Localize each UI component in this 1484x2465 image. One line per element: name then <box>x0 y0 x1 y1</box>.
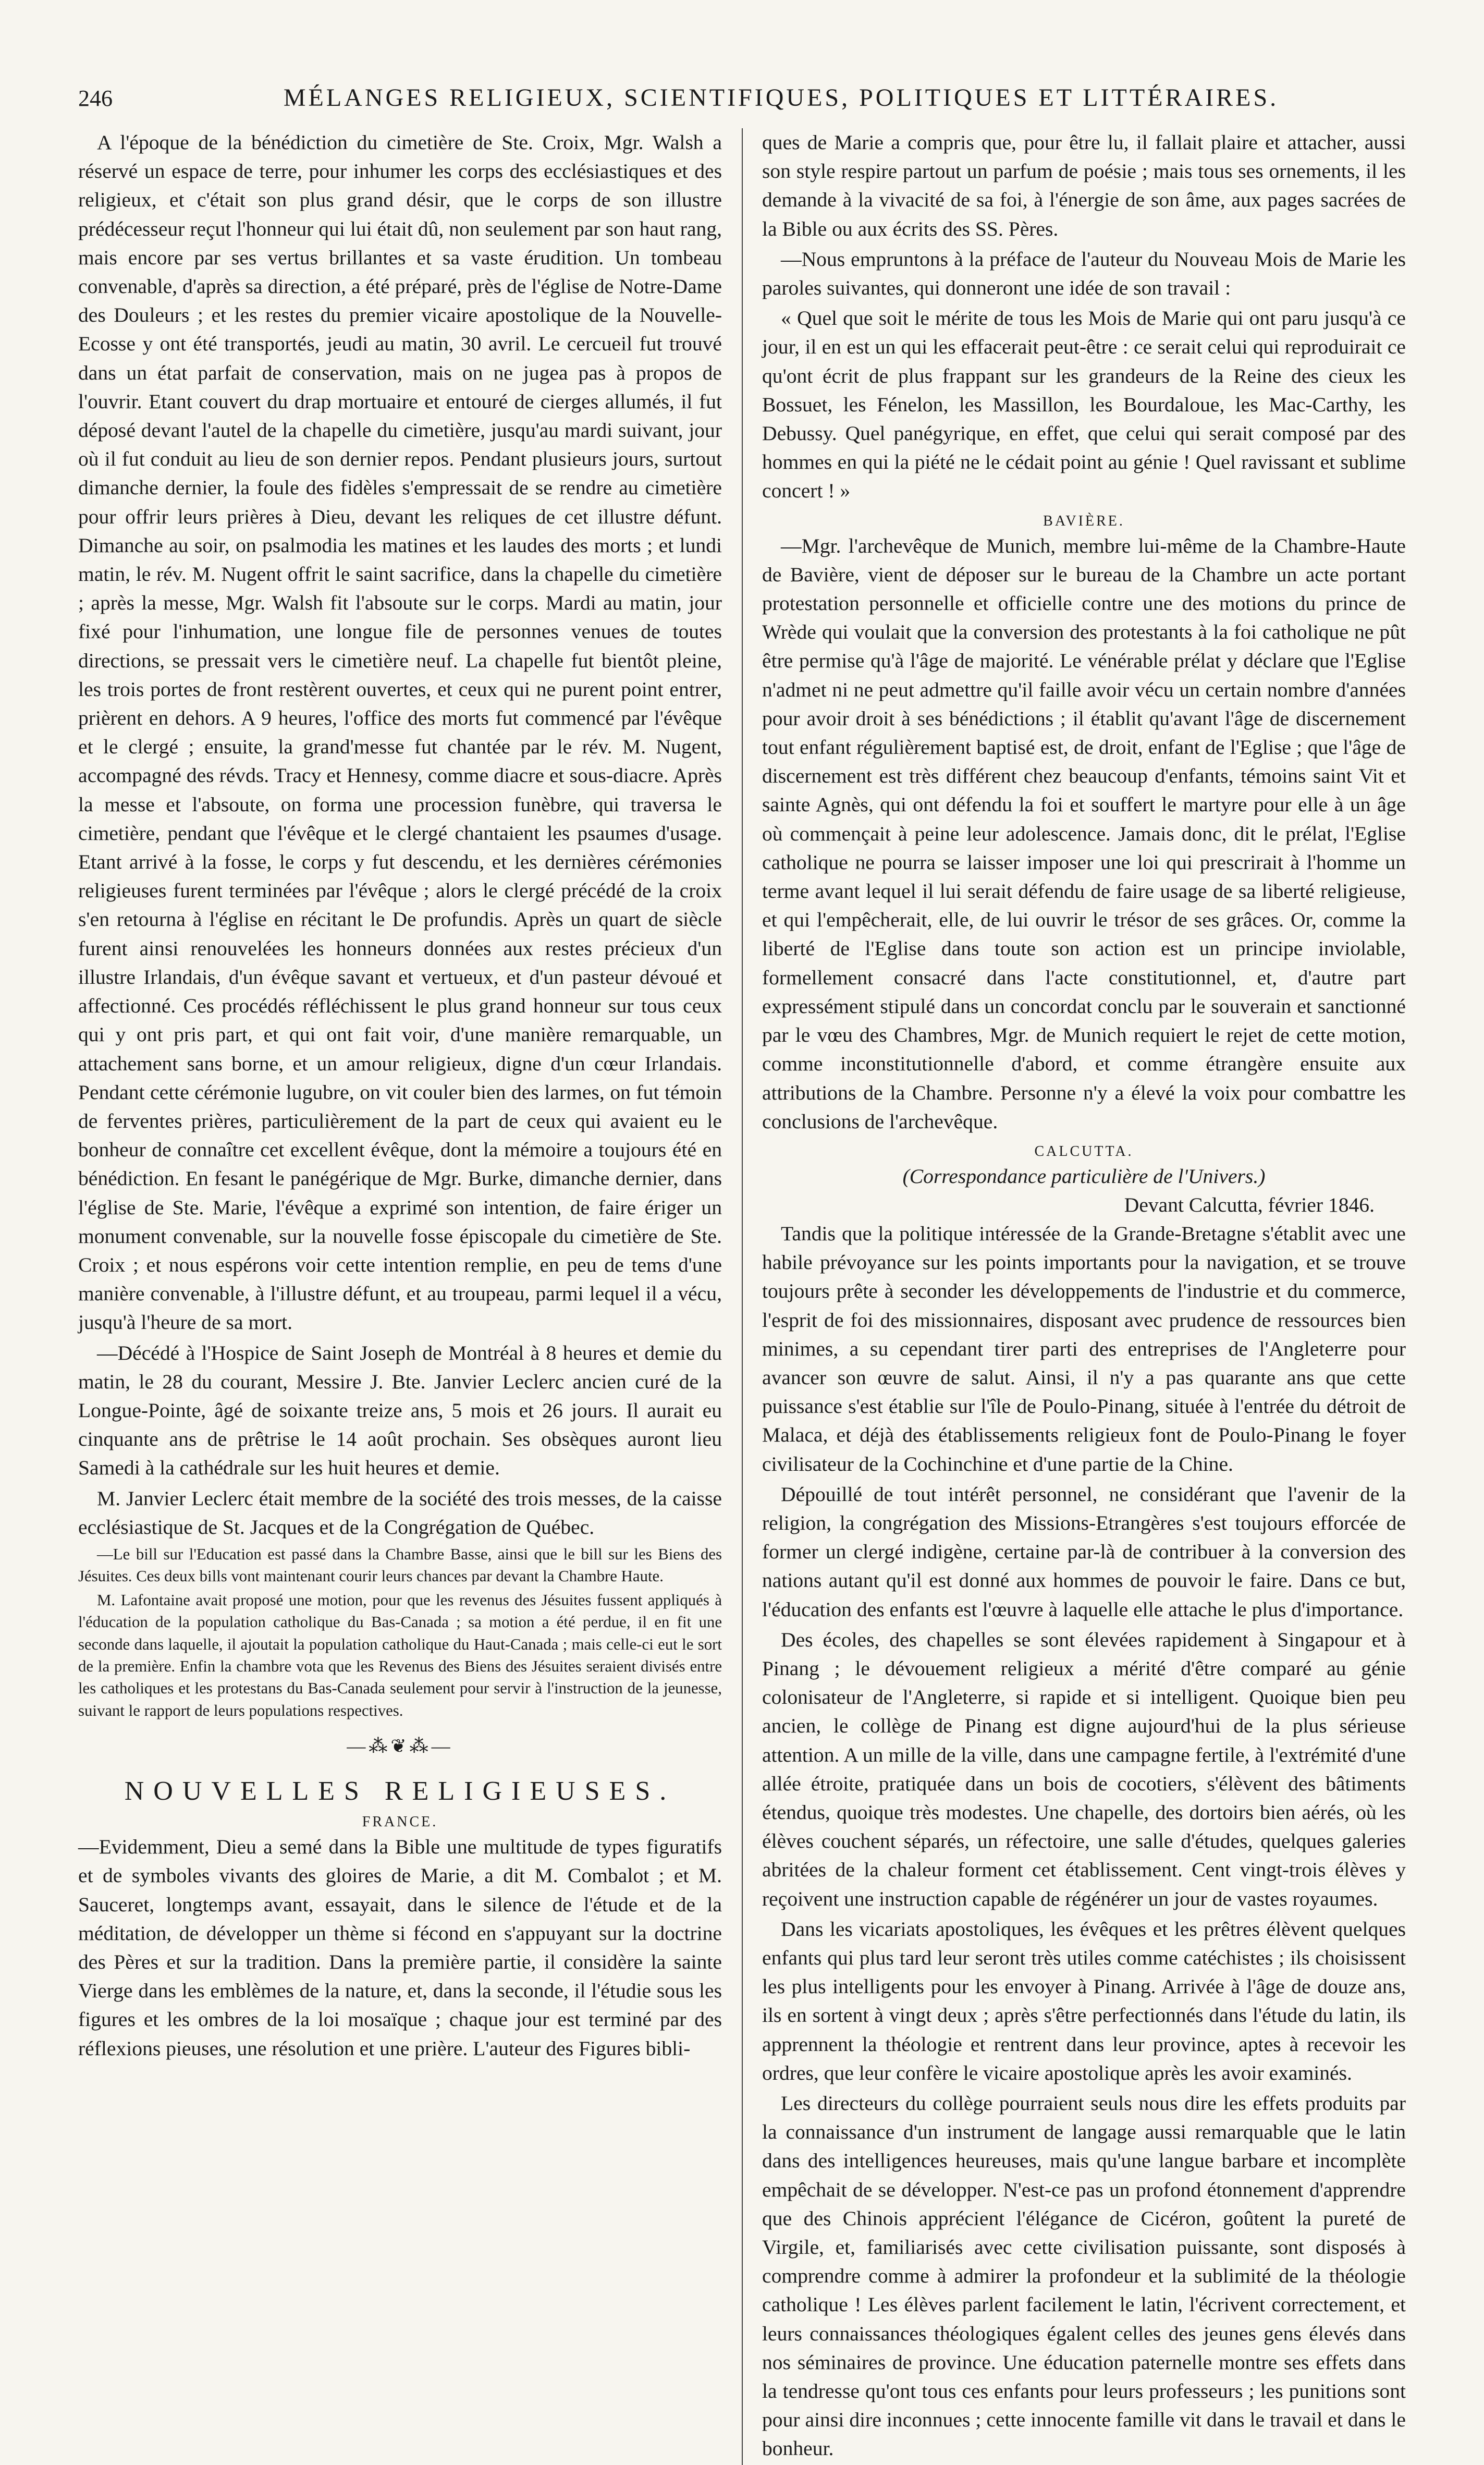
article-paragraph: —Le bill sur l'Education est passé dans la Chambre Basse, ainsi que le bill sur les Biens des Jésuites. Ces deux bills vont maintenant courir leurs chances par devant la Chambre Haute. <box>78 1545 722 1585</box>
dateline: Devant Calcutta, février 1846. <box>1124 1193 1375 1216</box>
page-header <box>78 83 1406 125</box>
running-title: MÉLANGES RELIGIEUX, SCIENTIFIQUES, POLITIQUES ET LITTÉRAIRES. <box>283 84 1279 112</box>
article-paragraph: —Nous empruntons à la préface de l'auteur du Nouveau Mois de Marie les paroles suivantes, qui donneront une idée de son travail : <box>762 247 1406 300</box>
column-divider <box>742 128 743 2465</box>
article-paragraph: M. Lafontaine avait proposé une motion, pour que les revenus des Jésuites fussent appliqués à l'éducation de la population catholique du Bas-Canada ; sa motion a été perdue, il en fit une seconde dans laquelle, il ajoutait la population catholique du Haut-Canada ; mais celle-ci eut le sort de la première. Enfin la chambre vota que les Revenus des Biens des Jésuites seraient divisés entre les catholiques et les protestans du Bas-Canada seulement pour servir à l'instruction de la jeunesse, suivant le rapport de leurs populations respectives. <box>78 1591 722 1719</box>
article-paragraph: —Evidemment, Dieu a semé dans la Bible une multitude de types figuratifs et de symboles vivants des gloires de Marie, a dit M. Combalot ; et M. Sauceret, longtemps avant, essayait, dans le silence de l'étude et de la méditation, de développer un thème si fécond en s'appuyant sur la doctrine des Pères et sur la tradition. Dans la première partie, il considère la sainte Vierge dans les emblèmes de la nature, et, dans la seconde, il l'étudie sous les figures et les ombres de la loi mosaïque ; chaque jour est terminé par des réflexions pieuses, une résolution et une prière. L'auteur des Figures bibli- <box>78 1835 722 2060</box>
page-number: 246 <box>78 86 113 111</box>
article-paragraph: —Mgr. l'archevêque de Munich, membre lui-même de la Chambre-Haute de Bavière, vient de déposer sur le bureau de la Chambre un acte portant protestation personnelle et officielle contre une des motions du prince de Wrède qui voulait que la conversion des protestants à la foi catholique ne pût être permise qu'à l'âge de majorité. Le vénérable prélat y déclare que l'Eglise n'admet ni ne peut admettre qu'il faille avoir vécu un certain nombre d'années pour avoir droit à ses bénédictions ; il établit qu'avant l'âge de discernement tout enfant régulièrement baptisé est, de droit, enfant de l'Eglise ; que l'âge de discernement est très différent chez beaucoup d'enfants, témoins saint Vit et sainte Agnès, qui ont défendu la foi et souffert le martyre pour elle à un âge où commençait à peine leur adolescence. Jamais donc, dit le prélat, l'Eglise catholique ne pourra se laisser imposer une loi qui prescrirait à l'homme un terme avant lequel il lui serait défendu de faire usage de sa liberté religieuse, et qui l'empêcherait, elle, de lui ouvrir le trésor de ses grâces. Or, comme la liberté de l'Eglise dans toute son action est un principe inviolable, formellement consacré dans l'acte constitutionnel, et, d'autre part expressément stipulé dans un concordat conclu par le souverain et sanctionné par le vœu des Chambres, Mgr. de Munich requiert le rejet de cette motion, comme inconstitutionnelle d'abord, et comme étrangère ensuite aux attributions de la Chambre. Personne n'y a élevé la voix pour combattre les conclusions de l'archevêque. <box>762 534 1406 1133</box>
article-paragraph: ques de Marie a compris que, pour être lu, il fallait plaire et attacher, aussi son style respire partout un parfum de poésie ; mais tous ses ornements, il les demande à la vivacité de sa foi, à l'énergie de son âme, aux pages sacrées de la Bible ou aux écrits des SS. Pères. <box>762 131 1406 240</box>
correspondence-note: (Correspondance particulière de l'Univers.) <box>902 1164 1266 1188</box>
article-paragraph: « Quel que soit le mérite de tous les Mois de Marie qui ont paru jusqu'à ce jour, il en est un qui les effacerait peut-être : ce serait celui qui reproduirait ce qu'ont écrit de plus frappant sur les grandeurs de la Reine des cieux les Bossuet, les Fénelon, les Massillon, les Bourdaloue, les Mac-Carthy, les Debussy. Quel panégyrique, en effet, que celui qui serait composé par des hommes en qui la piété ne le cédait point au génie ! Quel ravissant et sublime concert ! » <box>762 307 1406 503</box>
decorative-ornament: —⁂❦⁂— <box>347 1736 453 1757</box>
article-paragraph: Dépouillé de tout intérêt personnel, ne considérant que l'avenir de la religion, la congrégation des Missions-Etrangères s'est toujours efforcée de former un clergé indigène, certaine par-là de contribuer à la conversion des nations autant qu'il est donné aux hommes de pouvoir le faire. Dans ce but, l'éducation des enfants est l'œuvre à laquelle elle attache le plus d'importance. <box>762 1482 1406 1621</box>
right-column <box>762 128 1406 2465</box>
article-paragraph: M. Janvier Leclerc était membre de la société des trois messes, de la caisse ecclésiastique de St. Jacques et de la Congrégation de Québec. <box>78 1486 722 1539</box>
section-subheading: BAVIÈRE. <box>1043 512 1125 529</box>
article-paragraph: Dans les vicariats apostoliques, les évêques et les prêtres élèvent quelques enfants qui plus tard leur seront très utiles comme catéchistes ; ils choisissent les plus intelligents pour les envoyer à Pinang. Arrivée à l'âge de douze ans, ils en sortent à vingt deux ; après s'être perfectionnés dans l'étude du latin, ils apprennent la théologie et rentrent dans leur province, aptes à recevoir les ordres, que leur confère le vicaire apostolique après les avoir examinés. <box>762 1917 1406 2084</box>
section-subheading: CALCUTTA. <box>1034 1143 1134 1160</box>
article-columns <box>78 128 1406 2465</box>
article-paragraph: Les directeurs du collège pourraient seuls nous dire les effets produits par la connaissance d'un instrument de langage aussi remarquable que le latin dans des intelligences heureuses, mais qu'une langue barbare et incomplète empêchait de se développer. N'est-ce pas un profond étonnement d'apprendre que des Chinois apprécient l'élégance de Cicéron, goûtent la pureté de Virgile, et, familiarisés avec cette civilisation puissante, sont disposés à comprendre comme à admirer la profondeur et la sublimité de la théologie catholique ! Les élèves parlent facilement le latin, l'écrivent correctement, et leurs connaissances théologiques égalent celles des jeunes gens élevés dans nos séminaires de province. Une éducation paternelle montre ses effets dans la tendresse qu'ont tous ces enfants pour leurs professeurs ; les punitions sont pour ainsi dire inconnues ; cette innocente famille vit dans le travail et dans le bonheur. <box>762 2092 1406 2460</box>
article-paragraph: Des écoles, des chapelles se sont élevées rapidement à Singapour et à Pinang ; le dévouement religieux a mérité d'être comparé au génie colonisateur de l'Angleterre, si rapide et si intelligent. Quoique bien peu ancien, le collège de Pinang est digne aujourd'hui de la plus sérieuse attention. A un mille de la ville, dans une campagne fertile, à l'extrémité d'une allée étroite, pratiquée dans un bois de cocotiers, s'élèvent des bâtiments étendus, quoique très modestes. Une chapelle, des dortoirs bien aérés, où les élèves couchent séparés, un réfectoire, une salle d'études, quelques galeries abritées de la chaleur forment cet établissement. Cent vingt-trois élèves y reçoivent une instruction capable de régénérer un jour de vastes royaumes. <box>762 1628 1406 1910</box>
article-paragraph: Tandis que la politique intéressée de la Grande-Bretagne s'établit avec une habile prévoyance sur les points importants pour la navigation, et se trouve toujours prête à seconder les développements de l'industrie et du commerce, l'esprit de foi des missionnaires, disposant avec prudence de ressources bien minimes, a su cependant tirer parti des entreprises de l'Angleterre pour avancer son œuvre de salut. Ainsi, il n'y a pas quarante ans que cette puissance s'est établie sur l'île de Poulo-Pinang, située à l'entrée du détroit de Malaca, et déjà des établissements religieux font de Poulo-Pinang le foyer civilisateur de la Cochinchine et d'une partie de la Chine. <box>762 1222 1406 1475</box>
section-subheading: FRANCE. <box>362 1814 438 1831</box>
article-paragraph: A l'époque de la bénédiction du cimetière de Ste. Croix, Mgr. Walsh a réservé un espace de terre, pour inhumer les corps des ecclésiastiques et des religieux, et c'était son plus grand désir, que le corps de son illustre prédécesseur reçut l'honneur qui lui était dû, non seulement par son haut rang, mais encore par ses vertus brillantes et sa vaste érudition. Un tombeau convenable, d'après sa direction, a été préparé, près de l'église de Notre-Dame des Douleurs ; et les restes du premier vicaire apostolique de la Nouvelle-Ecosse y ont été transportés, jeudi au matin, 30 avril. Le cercueil fut trouvé dans un état parfait de conservation, mais on ne jugea pas à propos de l'ouvrir. Etant couvert du drap mortuaire et entouré de cierges allumés, il fut déposé devant l'autel de la chapelle du cimetière, jusqu'au mardi suivant, jour où il fut conduit au lieu de son dernier repos. Pendant plusieurs jours, surtout dimanche dernier, la foule des fidèles s'empressait de se rendre au cimetière pour offrir leurs prières à Dieu, devant les reliques de cet illustre défunt. Dimanche au soir, on psalmodia les matines et les laudes des morts ; et lundi matin, le rév. M. Nugent offrit le saint sacrifice, dans la chapelle du cimetière ; après la messe, Mgr. Walsh fit l'absoute sur le corps. Mardi au matin, jour fixé pour l'inhumation, une longue file de personnes venues de toutes directions, se pressait vers le cimetière neuf. La chapelle fut bientôt pleine, les trois portes de front restèrent ouvertes, et ceux qui ne purent point entrer, prièrent en dehors. A 9 heures, l'office des morts fut commencé par l'évêque et le clergé ; ensuite, la grand'messe fut chantée par le rév. M. Nugent, accompagné des révds. Tracy et Hennesy, comme diacre et sous-diacre. Après la messe et l'absoute, on forma une procession funèbre, qui traversa le cimetière, pendant que l'évêque et le clergé chantaient les psaumes d'usage. Etant arrivé à la fosse, le corps y fut descendu, et les dernières cérémonies religieuses furent terminées par l'évêque ; alors le clergé précédé de la croix s'en retourna à l'église en récitant le De profundis. Après un quart de siècle furent ainsi renouvelées les honneurs données aux restes précieux d'un illustre Irlandais, d'un évêque savant et vertueux, et d'un pasteur dévoué et affectionné. Ces procédés réfléchissent le plus grand honneur sur tous ceux qui y ont pris part, et qui ont fait voir, d'une manière remarquable, un attachement sans borne, et un amour religieux, digne d'un cœur Irlandais. Pendant cette cérémonie lugubre, on vit couler bien des larmes, on fut témoin de ferventes prières, particulièrement de la part de ceux qui avaient eu le bonheur de connaître cet excellent évêque, dont la mémoire a toujours été en bénédiction. En fesant le panégérique de Mgr. Burke, dimanche dernier, dans l'église de Ste. Marie, l'évêque a exprimé son intention, de faire ériger un monument convenable, sur la nouvelle fosse épiscopale du cimetière de Ste. Croix ; et nous espérons voir cette intention remplie, en peu de tems d'une manière convenable, à l'illustre défunt, et au troupeau, parmi lequel il a vécu, jusqu'à l'heure de sa mort. <box>78 131 722 1334</box>
left-column <box>78 128 722 2465</box>
section-title: NOUVELLES RELIGIEUSES. <box>124 1776 676 1807</box>
article-paragraph: —Décédé à l'Hospice de Saint Joseph de Montréal à 8 heures et demie du matin, le 28 du courant, Messire J. Bte. Janvier Leclerc ancien curé de la Longue-Pointe, âgé de soixante treize ans, 5 mois et 26 jours. Il aurait eu cinquante ans de prêtrise le 14 août prochain. Ses obsèques auront lieu Samedi à la cathédrale sur les huit heures et demie. <box>78 1341 722 1480</box>
